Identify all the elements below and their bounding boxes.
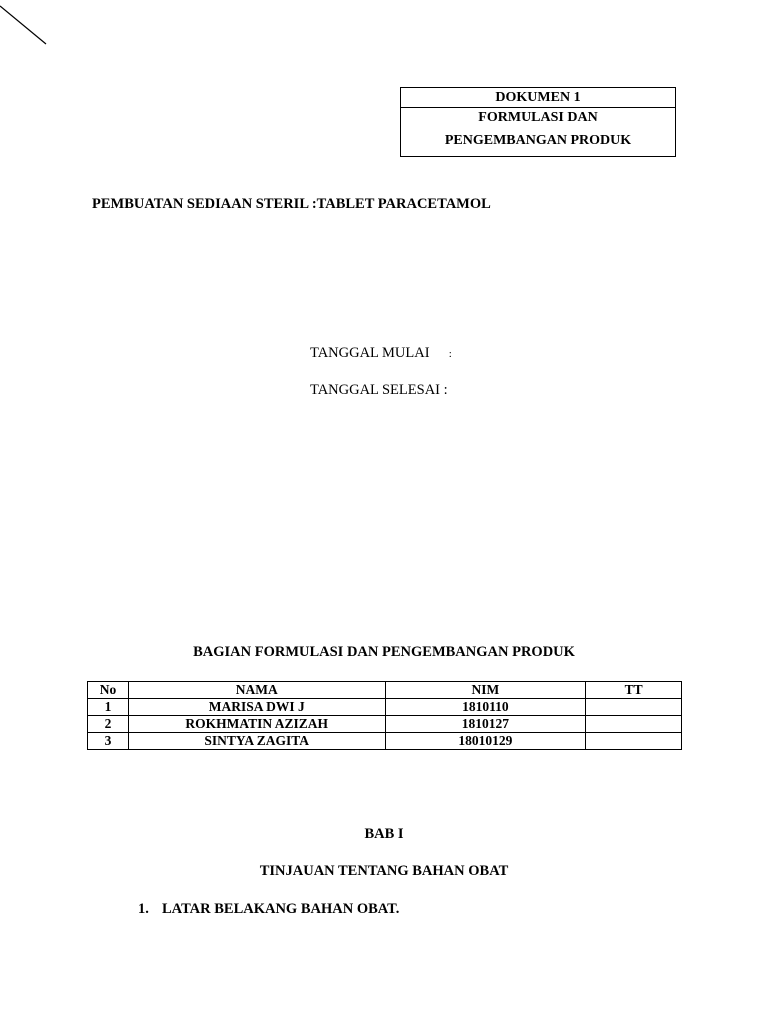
cell-tt <box>586 733 682 750</box>
list-item-number: 1. <box>138 901 149 917</box>
chapter-title: TINJAUAN TENTANG BAHAN OBAT <box>259 863 509 879</box>
document-header-box <box>400 87 676 157</box>
members-table <box>87 681 682 750</box>
tanggal-selesai-label: TANGGAL SELESAI : <box>310 382 448 398</box>
header-tt: TT <box>586 682 682 699</box>
list-item-text: LATAR BELAKANG BAHAN OBAT. <box>162 901 400 917</box>
cell-nim: 1810110 <box>385 699 586 716</box>
doc-box-line-2: FORMULASI DAN <box>478 110 598 125</box>
table-row <box>88 716 682 733</box>
tanggal-mulai-label: TANGGAL MULAI <box>310 345 430 361</box>
table-row <box>88 733 682 750</box>
cell-no: 3 <box>88 733 129 750</box>
table-header-row <box>88 682 682 699</box>
cell-nim: 18010129 <box>385 733 586 750</box>
corner-diagonal-line <box>0 0 60 60</box>
section-heading-bagian: BAGIAN FORMULASI DAN PENGEMBANGAN PRODUK <box>193 644 575 660</box>
cell-nim: 1810127 <box>385 716 586 733</box>
chapter-heading: BAB I <box>364 826 404 842</box>
cell-no: 1 <box>88 699 129 716</box>
header-nim: NIM <box>385 682 586 699</box>
header-nama: NAMA <box>128 682 385 699</box>
header-no: No <box>88 682 129 699</box>
cell-nama: SINTYA ZAGITA <box>128 733 385 750</box>
list-item-latar-belakang <box>138 901 399 918</box>
document-title: PEMBUATAN SEDIAAN STERIL :TABLET PARACETAMOL <box>92 196 491 212</box>
tanggal-mulai-line <box>310 345 452 362</box>
cell-tt <box>586 699 682 716</box>
doc-box-line-1: DOKUMEN 1 <box>401 88 675 108</box>
tanggal-selesai-line <box>310 382 448 399</box>
cell-nama: ROKHMATIN AZIZAH <box>128 716 385 733</box>
cell-no: 2 <box>88 716 129 733</box>
tanggal-mulai-separator: : <box>448 348 452 360</box>
cell-nama: MARISA DWI J <box>128 699 385 716</box>
cell-tt <box>586 716 682 733</box>
doc-box-line-3: PENGEMBANGAN PRODUK <box>444 133 632 148</box>
table-row <box>88 699 682 716</box>
